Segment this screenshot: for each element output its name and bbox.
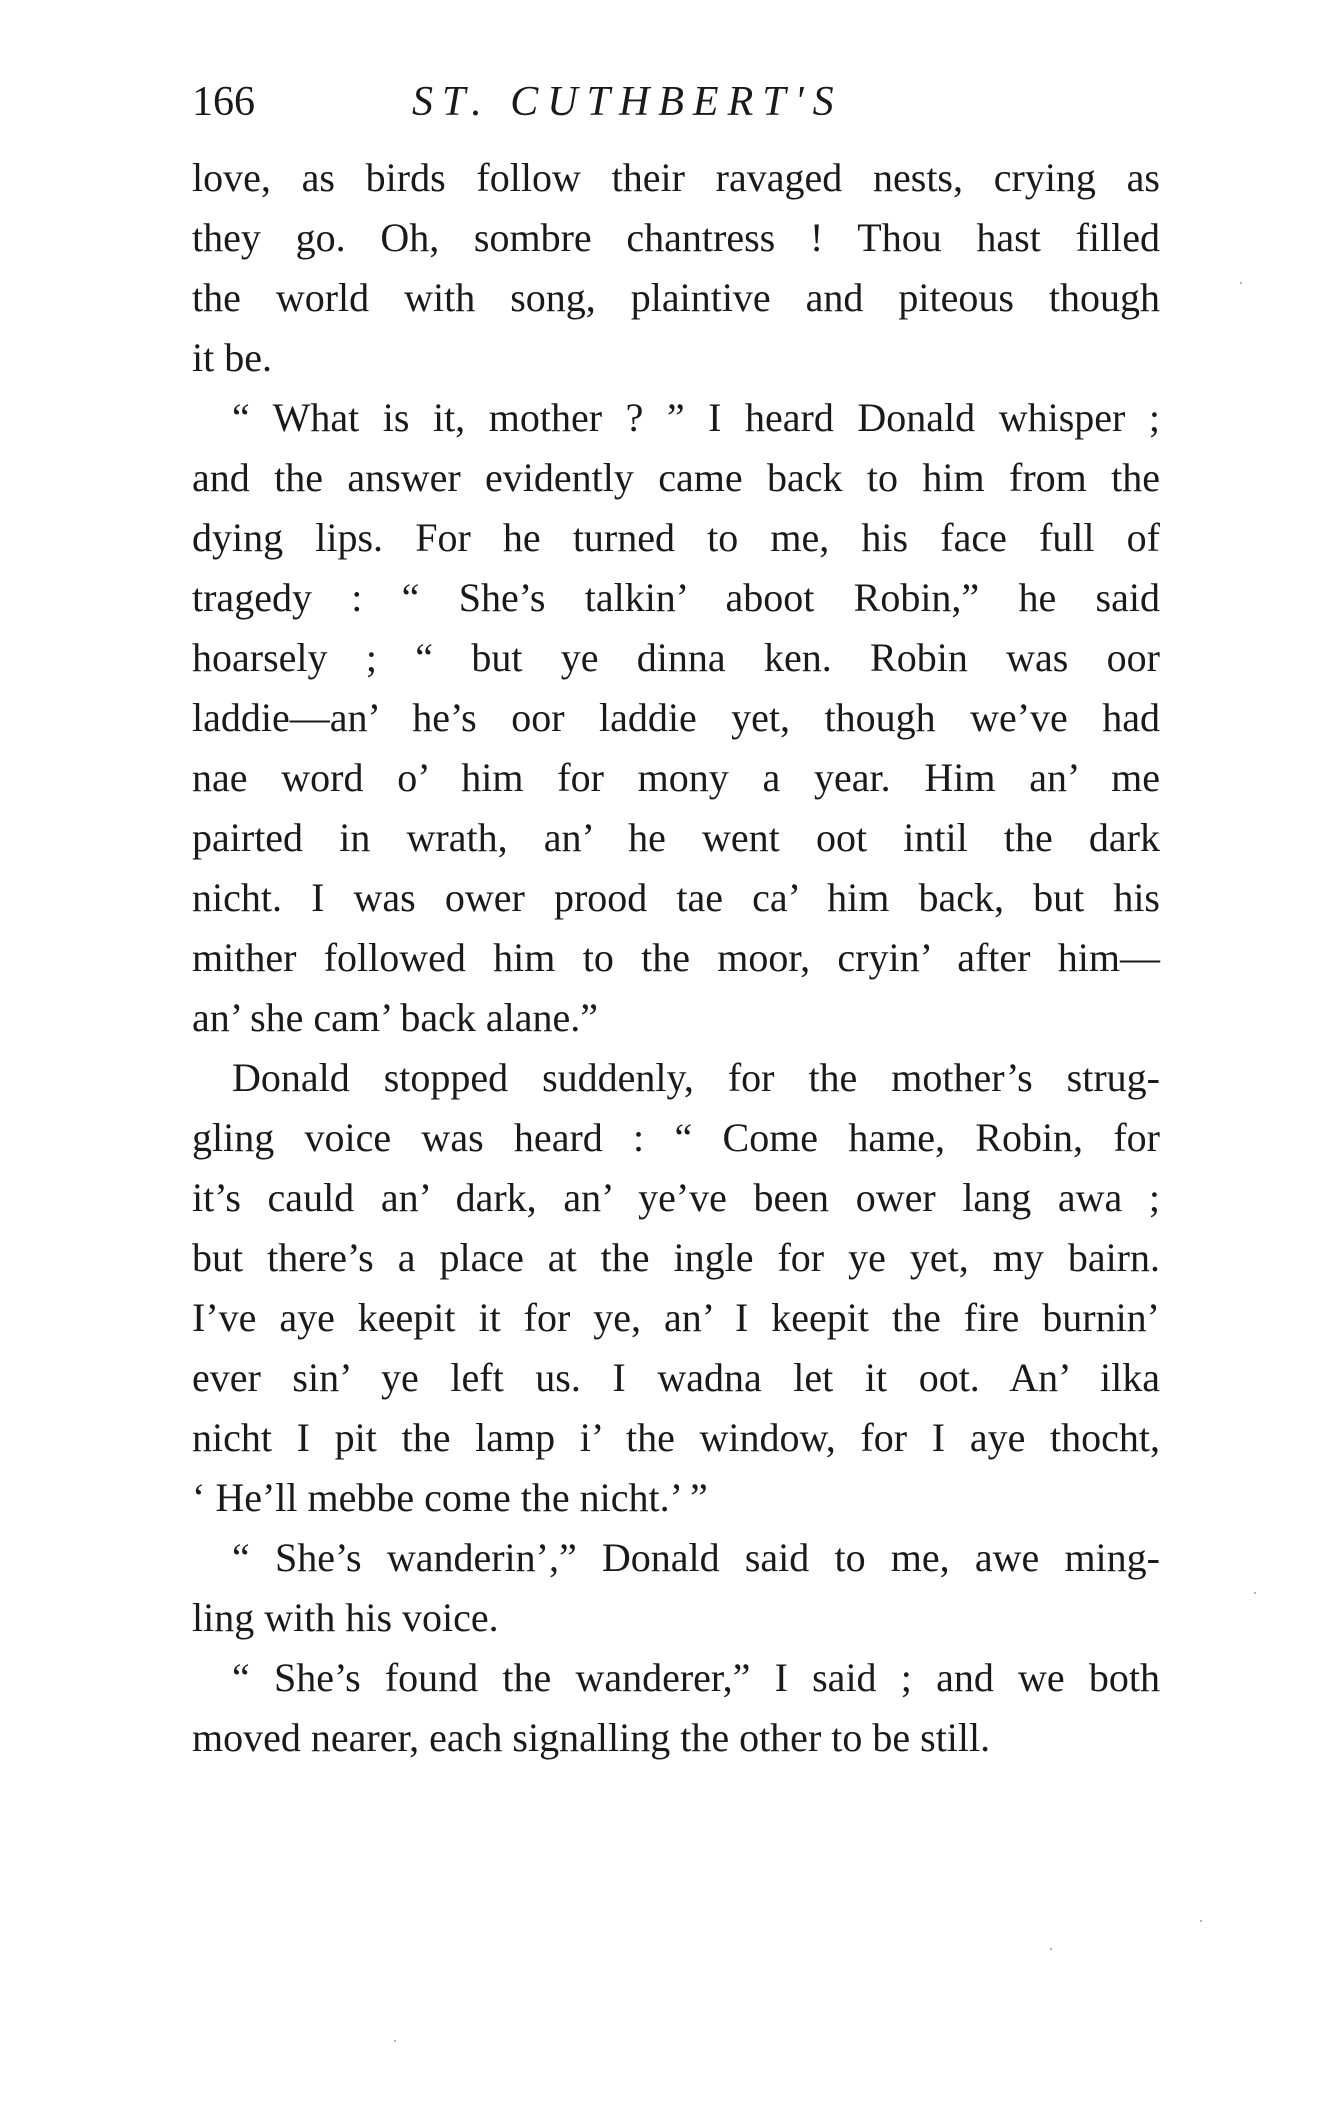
text-line: ling with his voice. [192,1595,499,1640]
text-line: laddie—an’ he’s oor laddie yet, though we’ve had [192,695,1160,740]
paper-speck [1200,1920,1202,1922]
text-line: love, as birds follow their ravaged nests, crying as [192,155,1160,200]
text-line: ever sin’ ye left us. I wadna let it oot. An’ ilka [192,1355,1160,1400]
text-line: tragedy : “ She’s talkin’ aboot Robin,” he said [192,575,1160,620]
paper-speck [1254,1592,1256,1594]
text-line: the world with song, plaintive and piteous though [192,275,1160,320]
text-line: nae word o’ him for mony a year. Him an’ me [192,755,1160,800]
text-line: Donald stopped suddenly, for the mother’s strug- [232,1055,1160,1100]
page-number: 166 [192,79,255,125]
text-line: mither followed him to the moor, cryin’ after him— [192,935,1160,980]
text-line: it’s cauld an’ dark, an’ ye’ve been ower lang awa ; [192,1175,1160,1220]
text-line: they go. Oh, sombre chantress ! Thou hast filled [192,215,1160,260]
running-head [192,72,1160,132]
text-line: gling voice was heard : “ Come hame, Robin, for [192,1115,1160,1160]
paper-speck [1240,282,1242,284]
text-line: hoarsely ; “ but ye dinna ken. Robin was oor [192,635,1160,680]
text-line: “ What is it, mother ? ” I heard Donald whisper ; [232,395,1160,440]
text-line: moved nearer, each signalling the other to be still. [192,1715,991,1760]
text-line: “ She’s wanderin’,” Donald said to me, awe ming- [232,1535,1160,1580]
body-text [192,148,1160,1768]
text-line: nicht. I was ower prood tae ca’ him back, but his [192,875,1160,920]
text-line: I’ve aye keepit it for ye, an’ I keepit the fire burnin’ [192,1295,1160,1340]
text-line: “ She’s found the wanderer,” I said ; and we both [232,1655,1160,1700]
paper-speck [1050,1948,1052,1950]
text-line: pairted in wrath, an’ he went oot intil the dark [192,815,1160,860]
running-title: ST. CUTHBERT'S [412,79,843,125]
paper-speck [394,2040,396,2042]
text-line: and the answer evidently came back to him from the [192,455,1160,500]
text-line: dying lips. For he turned to me, his face full of [192,515,1160,560]
text-line: an’ she cam’ back alane.” [192,995,599,1040]
text-line: it be. [192,335,272,380]
text-line: nicht I pit the lamp i’ the window, for I aye thocht, [192,1415,1160,1460]
text-line: ‘ He’ll mebbe come the nicht.’ ” [192,1475,708,1520]
text-line: but there’s a place at the ingle for ye yet, my bairn. [192,1235,1160,1280]
